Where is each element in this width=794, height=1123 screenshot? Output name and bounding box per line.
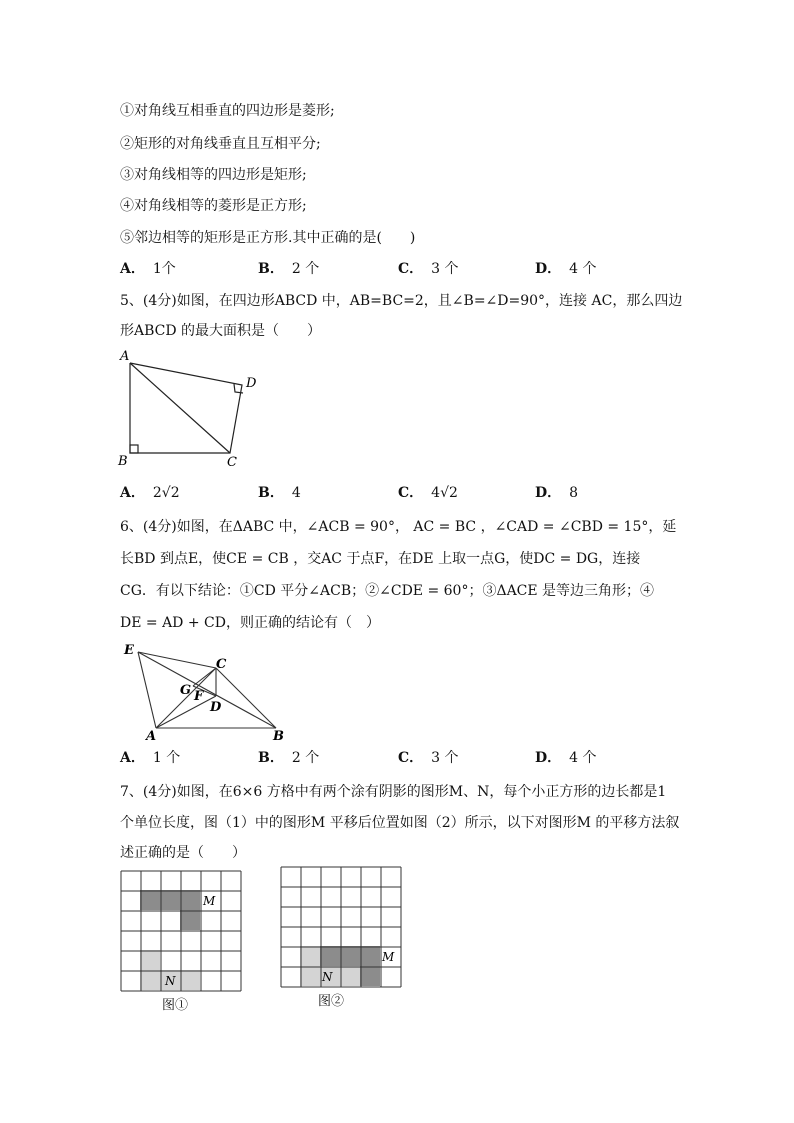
q6-option-d[interactable]: D． 4 个 xyxy=(535,750,597,766)
q5-label-c: C xyxy=(227,455,237,470)
q7-grid-1 xyxy=(120,870,242,992)
q4-option-b[interactable]: B． 2 个 xyxy=(258,261,320,277)
q5-option-b[interactable]: B． 4 xyxy=(258,485,301,501)
q6-line-4: DE = AD + CD，则正确的结论有（ ） xyxy=(120,615,380,631)
q6-line-3: CG．有以下结论：①CD 平分∠ACB；②∠CDE = 60°；③ΔACE 是等边三角形；④ xyxy=(120,583,655,599)
q7-grid-2-caption: 图② xyxy=(318,994,345,1009)
q6-label-e: E xyxy=(124,643,134,658)
q6-label-c: C xyxy=(216,657,227,672)
q6-label-a: A xyxy=(146,729,157,744)
q6-line-2: 长BD 到点E，使CE = CB ，交AC 于点F，在DE 上取一点G，使DC = DG，连接 xyxy=(120,551,641,567)
q7-grid-2 xyxy=(280,866,402,988)
q4-statement-5: ⑤邻边相等的矩形是正方形.其中正确的是( ) xyxy=(120,230,416,246)
q6-label-b: B xyxy=(273,729,284,744)
q7-line-1: 7、(4分)如图，在6×6 方格中有两个涂有阴影的图形M、N，每个小正方形的边长都是1 xyxy=(120,784,667,800)
q4-option-d[interactable]: D． 4 个 xyxy=(535,261,597,277)
q4-option-c[interactable]: C． 3 个 xyxy=(398,261,459,277)
q7-grid-1-caption: 图① xyxy=(162,998,189,1013)
q5-option-a[interactable]: A． 2√2 xyxy=(120,485,180,501)
q6-label-f: F xyxy=(194,689,204,704)
q5-option-c[interactable]: C． 4√2 xyxy=(398,485,458,501)
q4-statement-3: ③对角线相等的四边形是矩形; xyxy=(120,167,307,183)
q4-option-a[interactable]: A． 1个 xyxy=(120,261,176,277)
q6-option-b[interactable]: B． 2 个 xyxy=(258,750,320,766)
q5-label-b: B xyxy=(118,454,128,469)
q6-option-a[interactable]: A． 1 个 xyxy=(120,750,181,766)
q5-option-d[interactable]: D． 8 xyxy=(535,485,579,501)
q7-grid2-label-m: M xyxy=(382,950,395,964)
q5-label-d: D xyxy=(246,376,257,391)
q7-grid2-label-n: N xyxy=(322,970,333,984)
q6-label-d: D xyxy=(210,700,222,715)
q5-line-1: 5、(4分)如图，在四边形ABCD 中，AB=BC=2，且∠B=∠D=90°，连接 AC，那么四边 xyxy=(120,293,683,309)
q6-line-1: 6、(4分)如图，在ΔABC 中，∠ACB = 90°， AC = BC ，∠CAD = ∠CBD = 15°，延 xyxy=(120,519,677,535)
q4-statement-1: ①对角线互相垂直的四边形是菱形; xyxy=(120,103,335,119)
q6-option-c[interactable]: C． 3 个 xyxy=(398,750,459,766)
q7-line-3: 述正确的是（ ） xyxy=(120,845,246,861)
q7-grid1-label-n: N xyxy=(165,974,176,988)
q5-label-a: A xyxy=(120,349,130,364)
q7-grid1-label-m: M xyxy=(203,894,216,908)
q5-figure-quadrilateral xyxy=(110,345,270,475)
q6-label-g: G xyxy=(180,683,192,698)
q4-statement-4: ④对角线相等的菱形是正方形; xyxy=(120,198,307,214)
q6-figure-triangle xyxy=(118,638,298,748)
q4-statement-2: ②矩形的对角线垂直且互相平分; xyxy=(120,136,321,152)
q5-line-2: 形ABCD 的最大面积是（ ） xyxy=(120,323,322,339)
q7-line-2: 个单位长度，图（1）中的图形M 平移后位置如图（2）所示，以下对图形M 的平移方法叙 xyxy=(120,815,680,831)
